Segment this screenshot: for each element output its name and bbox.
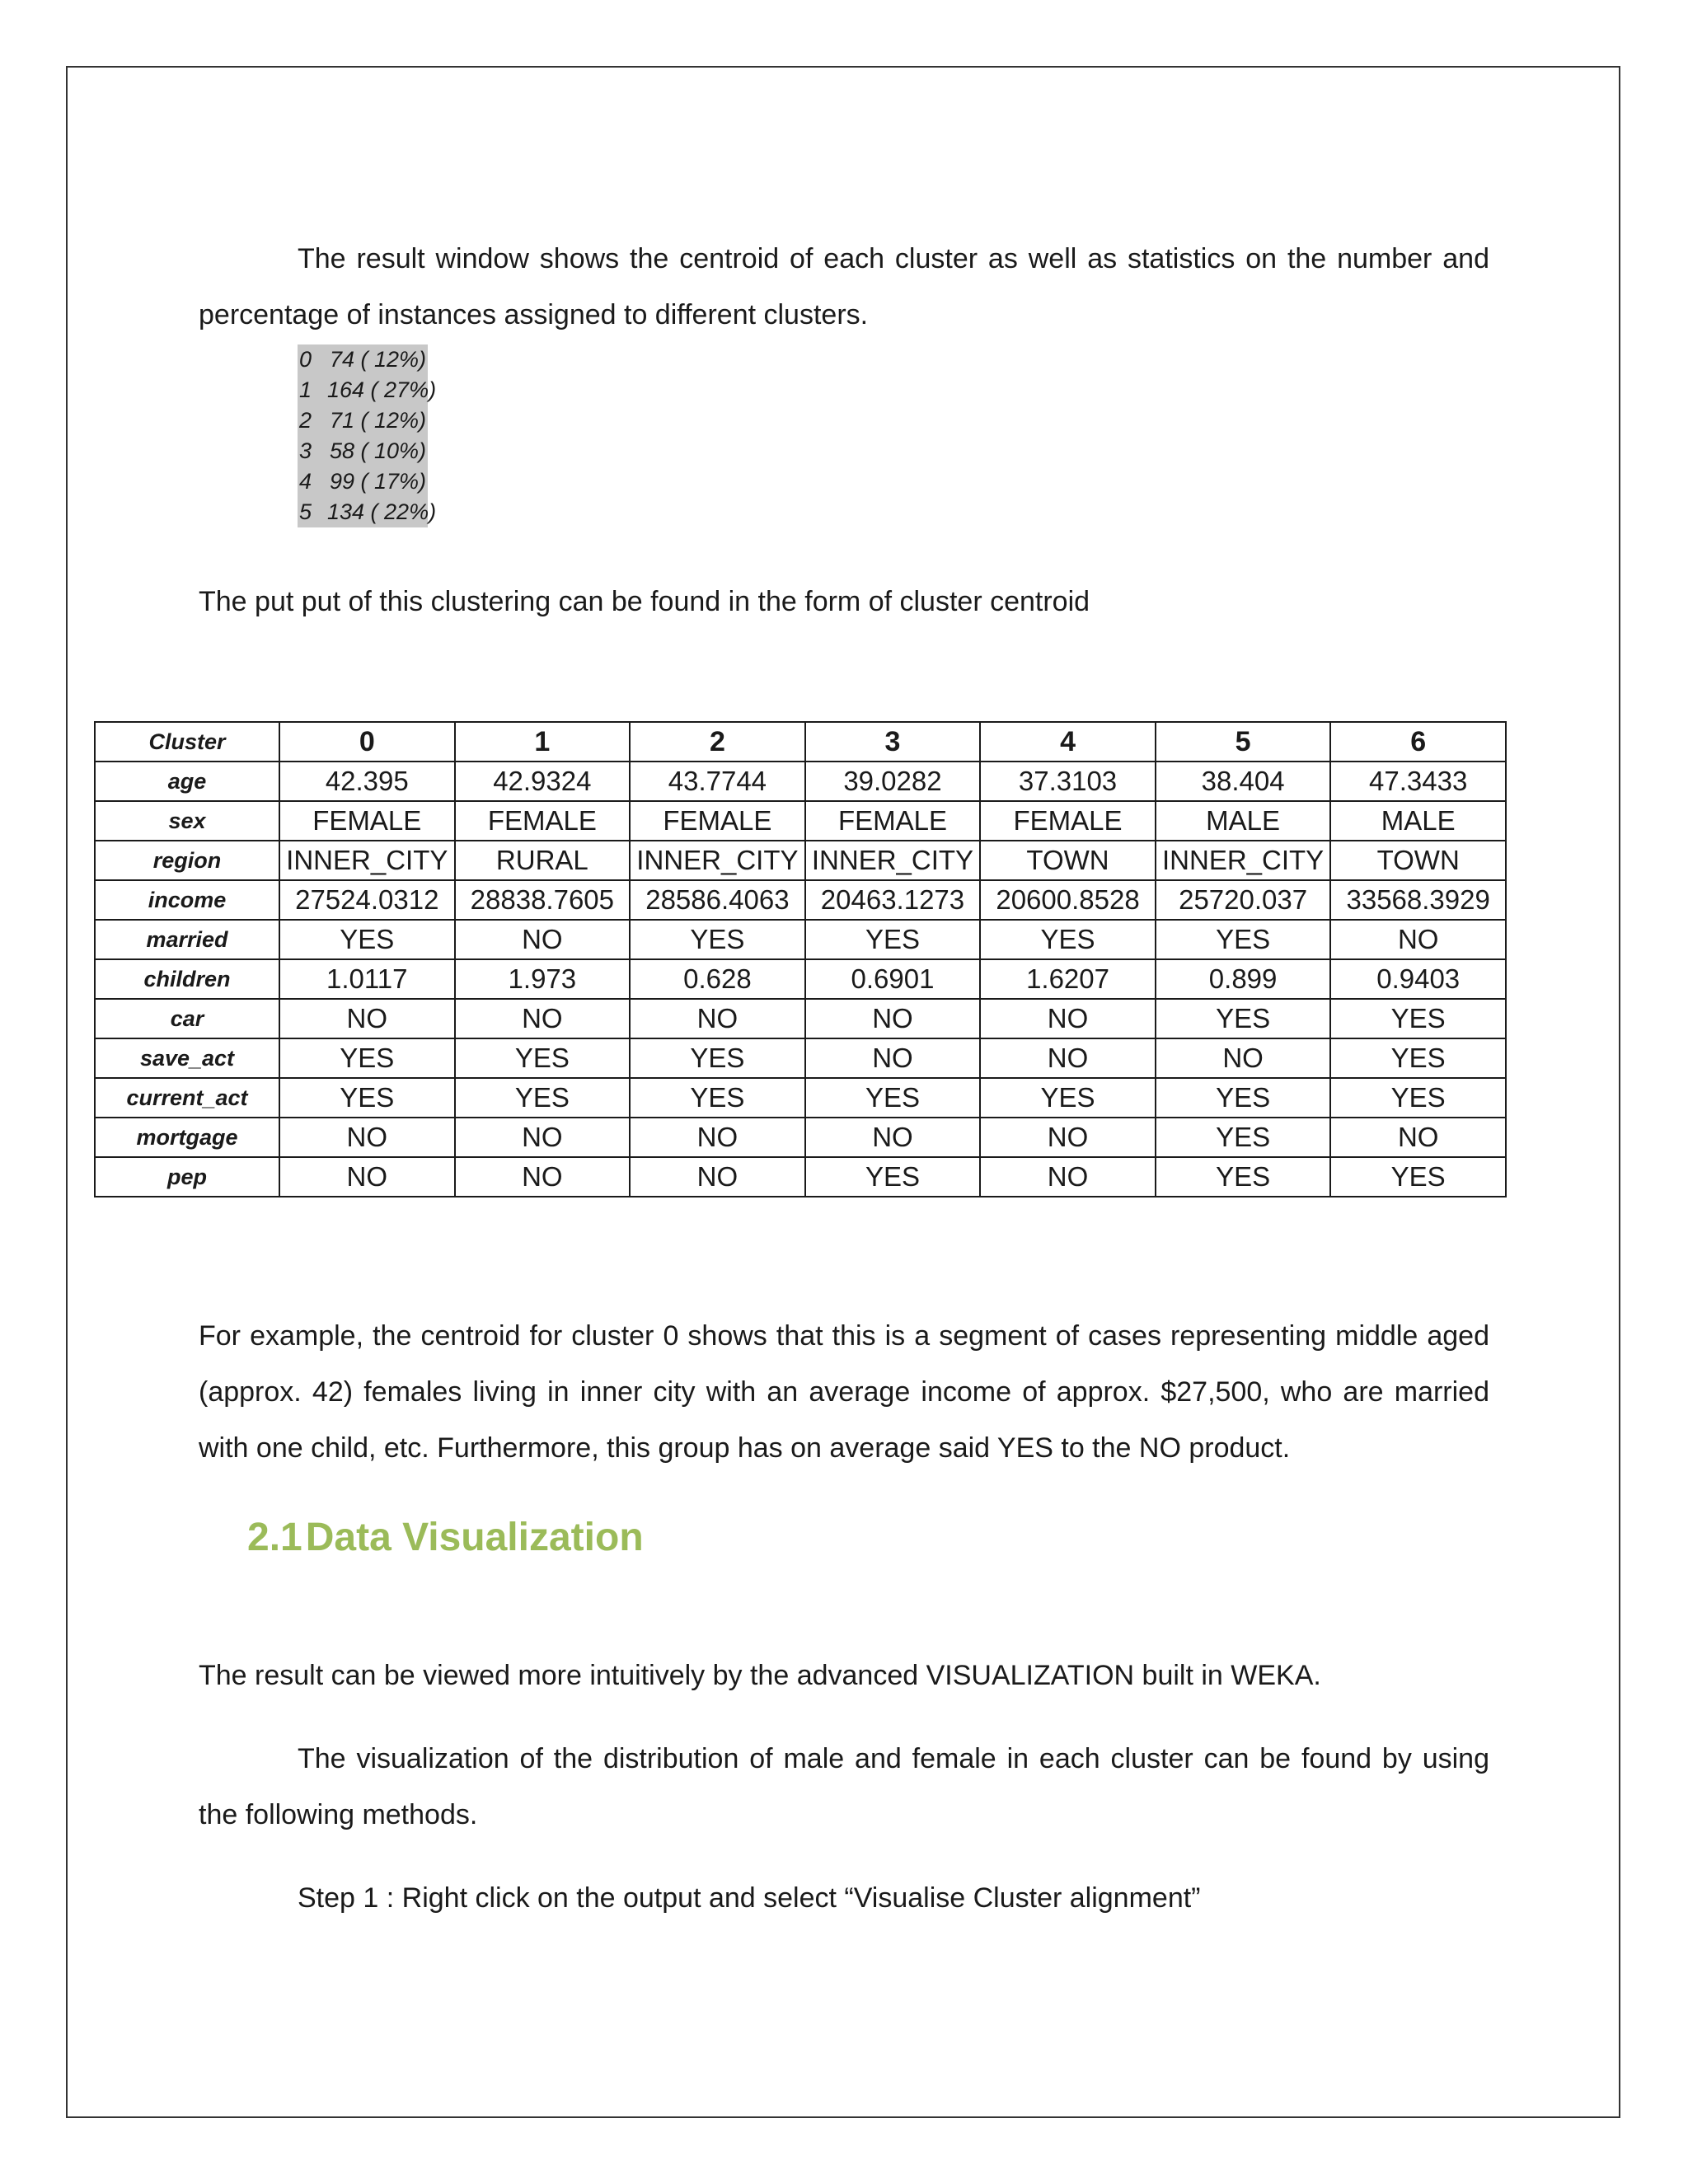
- table-cell: YES: [1156, 999, 1331, 1038]
- attribute-label: region: [95, 841, 279, 880]
- cluster-stat-value: 71 ( 12%): [329, 408, 426, 433]
- table-cell: YES: [1156, 920, 1331, 959]
- table-cell: FEMALE: [279, 801, 455, 841]
- table-cell: FEMALE: [805, 801, 981, 841]
- table-cell: 47.3433: [1330, 762, 1506, 801]
- table-row: [95, 1078, 1506, 1118]
- table-cell: YES: [980, 920, 1156, 959]
- table-row: [95, 1157, 1506, 1197]
- table-cell: 28838.7605: [455, 880, 631, 920]
- cluster-stat-index: 5: [299, 499, 312, 524]
- attribute-label: current_act: [95, 1078, 279, 1118]
- table-cell: INNER_CITY: [630, 841, 805, 880]
- cluster-column-header: 3: [805, 722, 981, 762]
- table-cell: NO: [455, 999, 631, 1038]
- table-cell: 37.3103: [980, 762, 1156, 801]
- table-cell: FEMALE: [455, 801, 631, 841]
- table-cell: YES: [279, 1078, 455, 1118]
- table-cell: 1.973: [455, 959, 631, 999]
- table-row: [95, 1038, 1506, 1078]
- table-cell: NO: [980, 1157, 1156, 1197]
- centroid-table-body: [95, 722, 1506, 1197]
- table-cell: YES: [805, 1078, 981, 1118]
- visualization-paragraph: The result can be viewed more intuitively by the advanced VISUALIZATION built in WEKA.: [199, 1660, 1321, 1691]
- table-row: [95, 959, 1506, 999]
- cluster-column-header: 5: [1156, 722, 1331, 762]
- cluster-stat-index: 3: [299, 438, 312, 463]
- table-cell: YES: [805, 1157, 981, 1197]
- table-cell: 0.628: [630, 959, 805, 999]
- table-cell: NO: [805, 1118, 981, 1157]
- table-cell: YES: [805, 920, 981, 959]
- table-cell: YES: [279, 1038, 455, 1078]
- table-cell: 0.899: [1156, 959, 1331, 999]
- cluster-stats-block: [298, 344, 437, 527]
- attribute-label: married: [95, 920, 279, 959]
- cluster-stat-value: 164 ( 27%): [327, 377, 437, 402]
- table-cell: NO: [805, 1038, 981, 1078]
- cluster-stat-index: 2: [299, 408, 312, 433]
- cluster-stat-index: 1: [299, 377, 312, 402]
- table-cell: YES: [980, 1078, 1156, 1118]
- cluster-stat-row: [299, 375, 437, 405]
- cluster-stat-row: [299, 436, 426, 466]
- table-cell: 20600.8528: [980, 880, 1156, 920]
- table-cell: 42.9324: [455, 762, 631, 801]
- section-number: 2.1: [247, 1516, 302, 1559]
- table-cell: YES: [1156, 1118, 1331, 1157]
- table-row: [95, 880, 1506, 920]
- table-cell: NO: [279, 1157, 455, 1197]
- attribute-label: car: [95, 999, 279, 1038]
- methods-paragraph: The visualization of the distribution of male and female in each cluster can be found by using the following methods.: [199, 1743, 1489, 1830]
- attribute-label: save_act: [95, 1038, 279, 1078]
- cluster-centroid-table: [94, 721, 1507, 1197]
- table-cell: 0.6901: [805, 959, 981, 999]
- table-cell: FEMALE: [980, 801, 1156, 841]
- cluster-column-header: 1: [455, 722, 631, 762]
- table-cell: NO: [279, 999, 455, 1038]
- table-row: [95, 1118, 1506, 1157]
- section-title: Data Visualization: [305, 1516, 644, 1559]
- table-cell: NO: [1156, 1038, 1331, 1078]
- table-cell: TOWN: [980, 841, 1156, 880]
- table-cell: 25720.037: [1156, 880, 1331, 920]
- table-cell: TOWN: [1330, 841, 1506, 880]
- cluster-stat-value: 74 ( 12%): [329, 347, 426, 372]
- cluster-stat-index: 4: [299, 469, 312, 494]
- table-cell: NO: [630, 1157, 805, 1197]
- table-cell: 1.6207: [980, 959, 1156, 999]
- table-cell: 42.395: [279, 762, 455, 801]
- table-cell: YES: [1330, 1157, 1506, 1197]
- cluster-stat-value: 58 ( 10%): [329, 438, 426, 463]
- table-cell: YES: [1156, 1078, 1331, 1118]
- cluster-stat-index: 0: [299, 347, 312, 372]
- table-header-row: [95, 722, 1506, 762]
- cluster-stat-row: [299, 344, 426, 375]
- cluster-stat-value: 134 ( 22%): [327, 499, 437, 524]
- table-cell: MALE: [1330, 801, 1506, 841]
- table-cell: YES: [1330, 1038, 1506, 1078]
- table-cell: NO: [805, 999, 981, 1038]
- table-cell: YES: [1330, 999, 1506, 1038]
- table-cell: YES: [455, 1038, 631, 1078]
- table-row: [95, 920, 1506, 959]
- table-cell: YES: [1156, 1157, 1331, 1197]
- table-row: [95, 762, 1506, 801]
- table-cell: 1.0117: [279, 959, 455, 999]
- attribute-label: mortgage: [95, 1118, 279, 1157]
- table-row: [95, 841, 1506, 880]
- cluster-column-header: 6: [1330, 722, 1506, 762]
- table-cell: YES: [630, 1078, 805, 1118]
- table-cell: YES: [279, 920, 455, 959]
- table-cell: 33568.3929: [1330, 880, 1506, 920]
- table-cell: 28586.4063: [630, 880, 805, 920]
- table-cell: NO: [455, 920, 631, 959]
- table-cell: NO: [980, 1038, 1156, 1078]
- table-cell: 0.9403: [1330, 959, 1506, 999]
- table-cell: NO: [630, 1118, 805, 1157]
- table-row: [95, 999, 1506, 1038]
- cluster-stat-row: [299, 497, 437, 527]
- attribute-label: income: [95, 880, 279, 920]
- intro-paragraph: The result window shows the centroid of each cluster as well as statistics on the number and percentage of instances assigned to different clusters.: [199, 243, 1489, 330]
- table-cell: YES: [455, 1078, 631, 1118]
- cluster-stat-value: 99 ( 17%): [329, 469, 426, 494]
- table-cell: NO: [455, 1118, 631, 1157]
- table-cell: INNER_CITY: [805, 841, 981, 880]
- step1-paragraph: Step 1 : Right click on the output and select “Visualise Cluster alignment”: [298, 1882, 1201, 1914]
- attribute-label: age: [95, 762, 279, 801]
- cluster-column-header: 4: [980, 722, 1156, 762]
- cluster-stat-row: [299, 405, 426, 436]
- cluster-stat-row: [299, 466, 426, 497]
- table-cell: NO: [630, 999, 805, 1038]
- table-cell: INNER_CITY: [279, 841, 455, 880]
- table-cell: YES: [630, 920, 805, 959]
- table-cell: NO: [980, 999, 1156, 1038]
- cluster-column-header: 2: [630, 722, 805, 762]
- table-cell: 39.0282: [805, 762, 981, 801]
- table-cell: INNER_CITY: [1156, 841, 1331, 880]
- table-cell: 27524.0312: [279, 880, 455, 920]
- attribute-label: children: [95, 959, 279, 999]
- table-cell: NO: [279, 1118, 455, 1157]
- section-heading: [247, 1515, 644, 1560]
- table-cell: NO: [980, 1118, 1156, 1157]
- table-cell: RURAL: [455, 841, 631, 880]
- output-paragraph: The put put of this clustering can be found in the form of cluster centroid: [199, 586, 1090, 617]
- table-cell: NO: [455, 1157, 631, 1197]
- example-paragraph: For example, the centroid for cluster 0 shows that this is a segment of cases representing middle aged (approx. 42) females living in inner city with an average income of approx. $27,500, who are married with one child, etc. Furthermore, this group has on average said YES to the NO product.: [199, 1320, 1489, 1464]
- table-cell: YES: [630, 1038, 805, 1078]
- table-cell: YES: [1330, 1078, 1506, 1118]
- table-row: [95, 801, 1506, 841]
- attribute-label: pep: [95, 1157, 279, 1197]
- table-cell: 43.7744: [630, 762, 805, 801]
- table-cell: 38.404: [1156, 762, 1331, 801]
- attribute-label: sex: [95, 801, 279, 841]
- table-header-label: Cluster: [95, 722, 279, 762]
- table-cell: NO: [1330, 1118, 1506, 1157]
- cluster-column-header: 0: [279, 722, 455, 762]
- table-cell: 20463.1273: [805, 880, 981, 920]
- table-cell: MALE: [1156, 801, 1331, 841]
- table-cell: FEMALE: [630, 801, 805, 841]
- table-cell: NO: [1330, 920, 1506, 959]
